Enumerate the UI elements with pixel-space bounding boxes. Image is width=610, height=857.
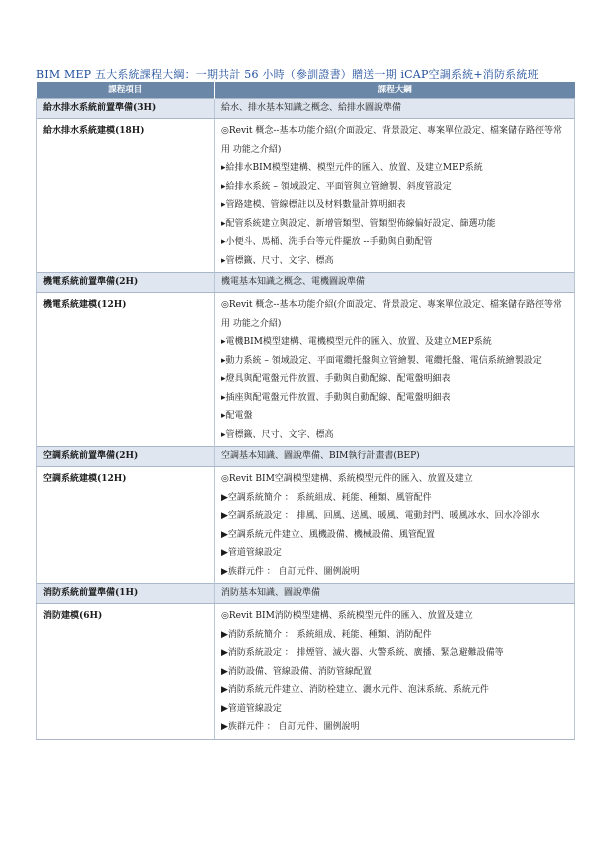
document-title: BIM MEP 五大系統課程大綱：一期共計 56 小時（參訓證書）贈送一期 iCAP空調系統+消防系統班 — [36, 68, 539, 81]
electrical-topic-list — [221, 296, 570, 444]
header-course-outline: 課程大綱 — [215, 82, 575, 99]
electrical-prep-name: 機電系統前置準備(2H) — [37, 273, 215, 293]
hvac-build-outline — [215, 467, 575, 584]
list-item: ▸給排水系統 – 領域設定、平面管與立管繪製、斜度管設定 — [221, 181, 452, 192]
electrical-build-name: 機電系統建模(12H) — [37, 293, 215, 447]
list-item: ▸配管系統建立與設定、新增管類型、管類型佈線偏好設定、篩選功能 — [221, 218, 496, 229]
list-item: ▸電機BIM模型建構、電機模型元件的匯入、放置、及建立MEP系統 — [221, 337, 492, 347]
plumbing-topic-list — [221, 122, 570, 270]
table-body — [37, 99, 575, 740]
list-item: ▶消防系統簡介 ： 系統組成、耗能、種類、消防配件 — [221, 629, 432, 640]
list-item: ▶消防系統設定 ： 排煙管、滅火器、火警系統、廣播、緊急避難設備等 — [221, 648, 504, 658]
plumbing-build-row — [37, 119, 575, 273]
list-item: ▸配電盤 — [221, 411, 253, 421]
electrical-build-outline — [215, 293, 575, 447]
fire-protection-topic-list — [221, 607, 570, 737]
list-item: ▶空調系統簡介 ： 系統組成、耗能、種類、風管配件 — [221, 492, 432, 503]
electrical-build-row — [37, 293, 575, 447]
plumbing-prep-row — [37, 99, 575, 119]
list-item: ▸小便斗、馬桶、洗手台等元件擺放 --手動與自動配管 — [221, 237, 433, 247]
table-header-row — [37, 82, 575, 99]
plumbing-prep-name: 給水排水系統前置準備(3H) — [37, 99, 215, 119]
list-item: ◎Revit BIM消防模型建構、系統模型元件的匯入、放置及建立 — [221, 611, 473, 621]
fire-protection-prep-outline: 消防基本知識、圖說準備 — [215, 584, 575, 604]
plumbing-prep-outline: 給水、排水基本知識之概念、給排水圖說準備 — [215, 99, 575, 119]
fire-protection-prep-name: 消防系統前置準備(1H) — [37, 584, 215, 604]
fire-protection-build-name: 消防建模(6H) — [37, 604, 215, 740]
list-item: ▶空調系統元件建立、風機設備、機械設備、風管配置 — [221, 529, 435, 540]
fire-protection-build-row — [37, 604, 575, 740]
list-item: ▸管路建模、管線標註以及材料數量計算明細表 — [221, 200, 406, 210]
list-item: ▸管標籤、尺寸、文字、標高 — [221, 429, 334, 440]
course-outline-table — [36, 82, 575, 740]
hvac-prep-row — [37, 447, 575, 467]
plumbing-build-name: 給水排水系統建模(18H) — [37, 119, 215, 273]
list-item: ▶消防系統元件建立、消防栓建立、灑水元件、泡沫系統、系統元件 — [221, 685, 489, 695]
list-item: ▸給排水BIM模型建構、模型元件的匯入、放置、及建立MEP系統 — [221, 163, 483, 173]
list-item: ▸管標籤、尺寸、文字、標高 — [221, 255, 334, 266]
hvac-build-row — [37, 467, 575, 584]
hvac-topic-list — [221, 470, 570, 581]
list-item: ▸插座與配電盤元件放置、手動與自動配線、配電盤明細表 — [221, 392, 451, 403]
list-item: ▶族群元件 ： 自訂元件、圖例說明 — [221, 566, 360, 577]
list-item: ▶管道管線設定 — [221, 703, 282, 714]
plumbing-build-outline — [215, 119, 575, 273]
header-course-item: 課程項目 — [37, 82, 215, 99]
electrical-prep-outline: 機電基本知識之概念、電機圖說準備 — [215, 273, 575, 293]
list-item: ▶族群元件 ： 自訂元件、圖例說明 — [221, 722, 360, 732]
list-item: ◎Revit 概念--基本功能介紹(介面設定、背景設定、專案單位設定、檔案儲存路徑等常用 功能之介紹) — [221, 126, 562, 155]
list-item: ▸動力系統 – 領域設定、平面電纜托盤與立管繪製、電纜托盤、電信系統繪製設定 — [221, 355, 542, 366]
list-item: ◎Revit 概念--基本功能介紹(介面設定、背景設定、專案單位設定、檔案儲存路徑等常用 功能之介紹) — [221, 300, 562, 329]
list-item: ▶消防設備、管線設備、消防管線配置 — [221, 666, 372, 677]
electrical-prep-row — [37, 273, 575, 293]
fire-protection-build-outline — [215, 604, 575, 740]
list-item: ▶空調系統設定 ： 排風、回風、送風、暖風、電動封門、暖風冰水、回水冷卻水 — [221, 511, 540, 521]
list-item: ▶管道管線設定 — [221, 548, 282, 558]
list-item: ▸燈具與配電盤元件放置、手動與自動配線、配電盤明細表 — [221, 374, 451, 384]
hvac-build-name: 空調系統建模(12H) — [37, 467, 215, 584]
list-item: ◎Revit BIM空調模型建構、系統模型元件的匯入、放置及建立 — [221, 474, 473, 484]
fire-protection-prep-row — [37, 584, 575, 604]
hvac-prep-outline: 空調基本知識、圖說準備、BIM執行計畫書(BEP) — [215, 447, 575, 467]
hvac-prep-name: 空調系統前置準備(2H) — [37, 447, 215, 467]
